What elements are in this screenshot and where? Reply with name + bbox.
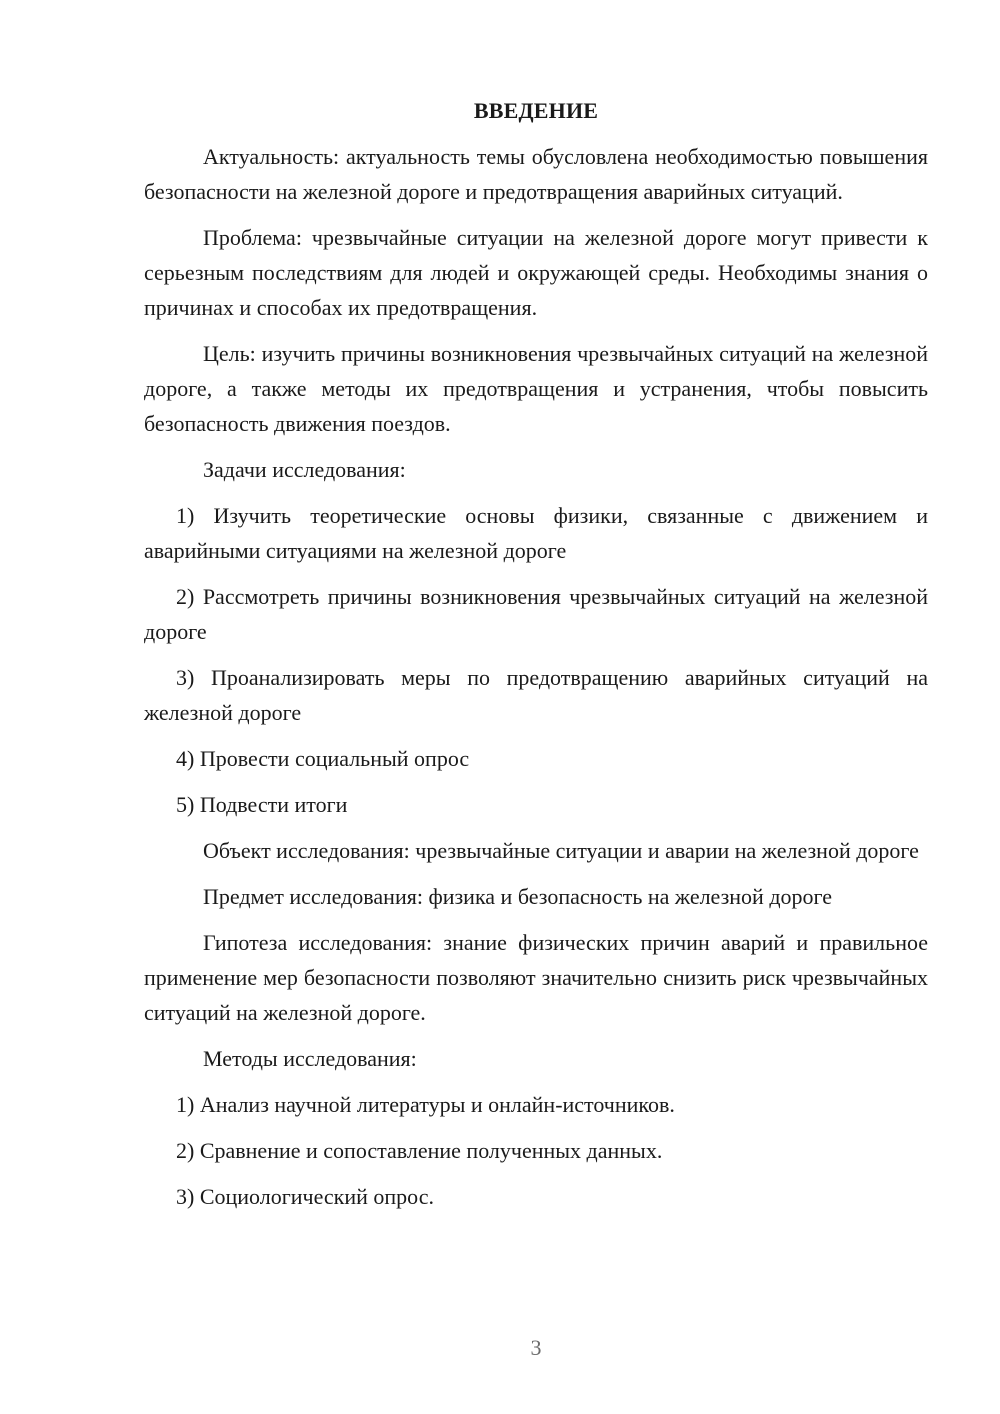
task-list-item: 1) Изучить теоретические основы физики, связанные с движением и аварийными ситуациями на железной дороге — [144, 503, 928, 563]
page-content — [144, 94, 928, 1225]
task-list-item: 3) Проанализировать меры по предотвращению аварийных ситуаций на железной дороге — [144, 665, 928, 725]
method-list-item: 1) Анализ научной литературы и онлайн-источников. — [176, 1092, 675, 1117]
page-number: 3 — [530, 1335, 542, 1360]
paragraph-object: Объект исследования: чрезвычайные ситуации и аварии на железной дороге — [203, 838, 919, 863]
paragraph-problem: Проблема: чрезвычайные ситуации на железной дороге могут привести к серьезным последствиям для людей и окружающей среды. Необходимы знания о причинах и способах их предотвращения. — [144, 225, 928, 320]
task-list-item: 5) Подвести итоги — [176, 792, 348, 817]
paragraph-relevance: Актуальность: актуальность темы обусловлена необходимостью повышения безопасности на железной дороге и предотвращения аварийных ситуаций. — [144, 144, 928, 204]
paragraph-hypothesis: Гипотеза исследования: знание физических причин аварий и правильное применение мер безопасности позволяют значительно снизить риск чрезвычайных ситуаций на железной дороге. — [144, 930, 928, 1025]
paragraph-subject: Предмет исследования: физика и безопасность на железной дороге — [203, 884, 833, 909]
task-list-item: 2) Рассмотреть причины возникновения чрезвычайных ситуаций на железной дороге — [144, 584, 928, 644]
task-list-item: 4) Провести социальный опрос — [176, 746, 470, 771]
method-list-item: 3) Социологический опрос. — [176, 1184, 434, 1209]
section-heading: ВВЕДЕНИЕ — [473, 98, 599, 123]
paragraph-methods-heading: Методы исследования: — [203, 1046, 417, 1071]
paragraph-tasks-heading: Задачи исследования: — [203, 457, 406, 482]
method-list-item: 2) Сравнение и сопоставление полученных данных. — [176, 1138, 663, 1163]
paragraph-goal: Цель: изучить причины возникновения чрезвычайных ситуаций на железной дороге, а также методы их предотвращения и устранения, чтобы повысить безопасность движения поездов. — [144, 341, 928, 436]
